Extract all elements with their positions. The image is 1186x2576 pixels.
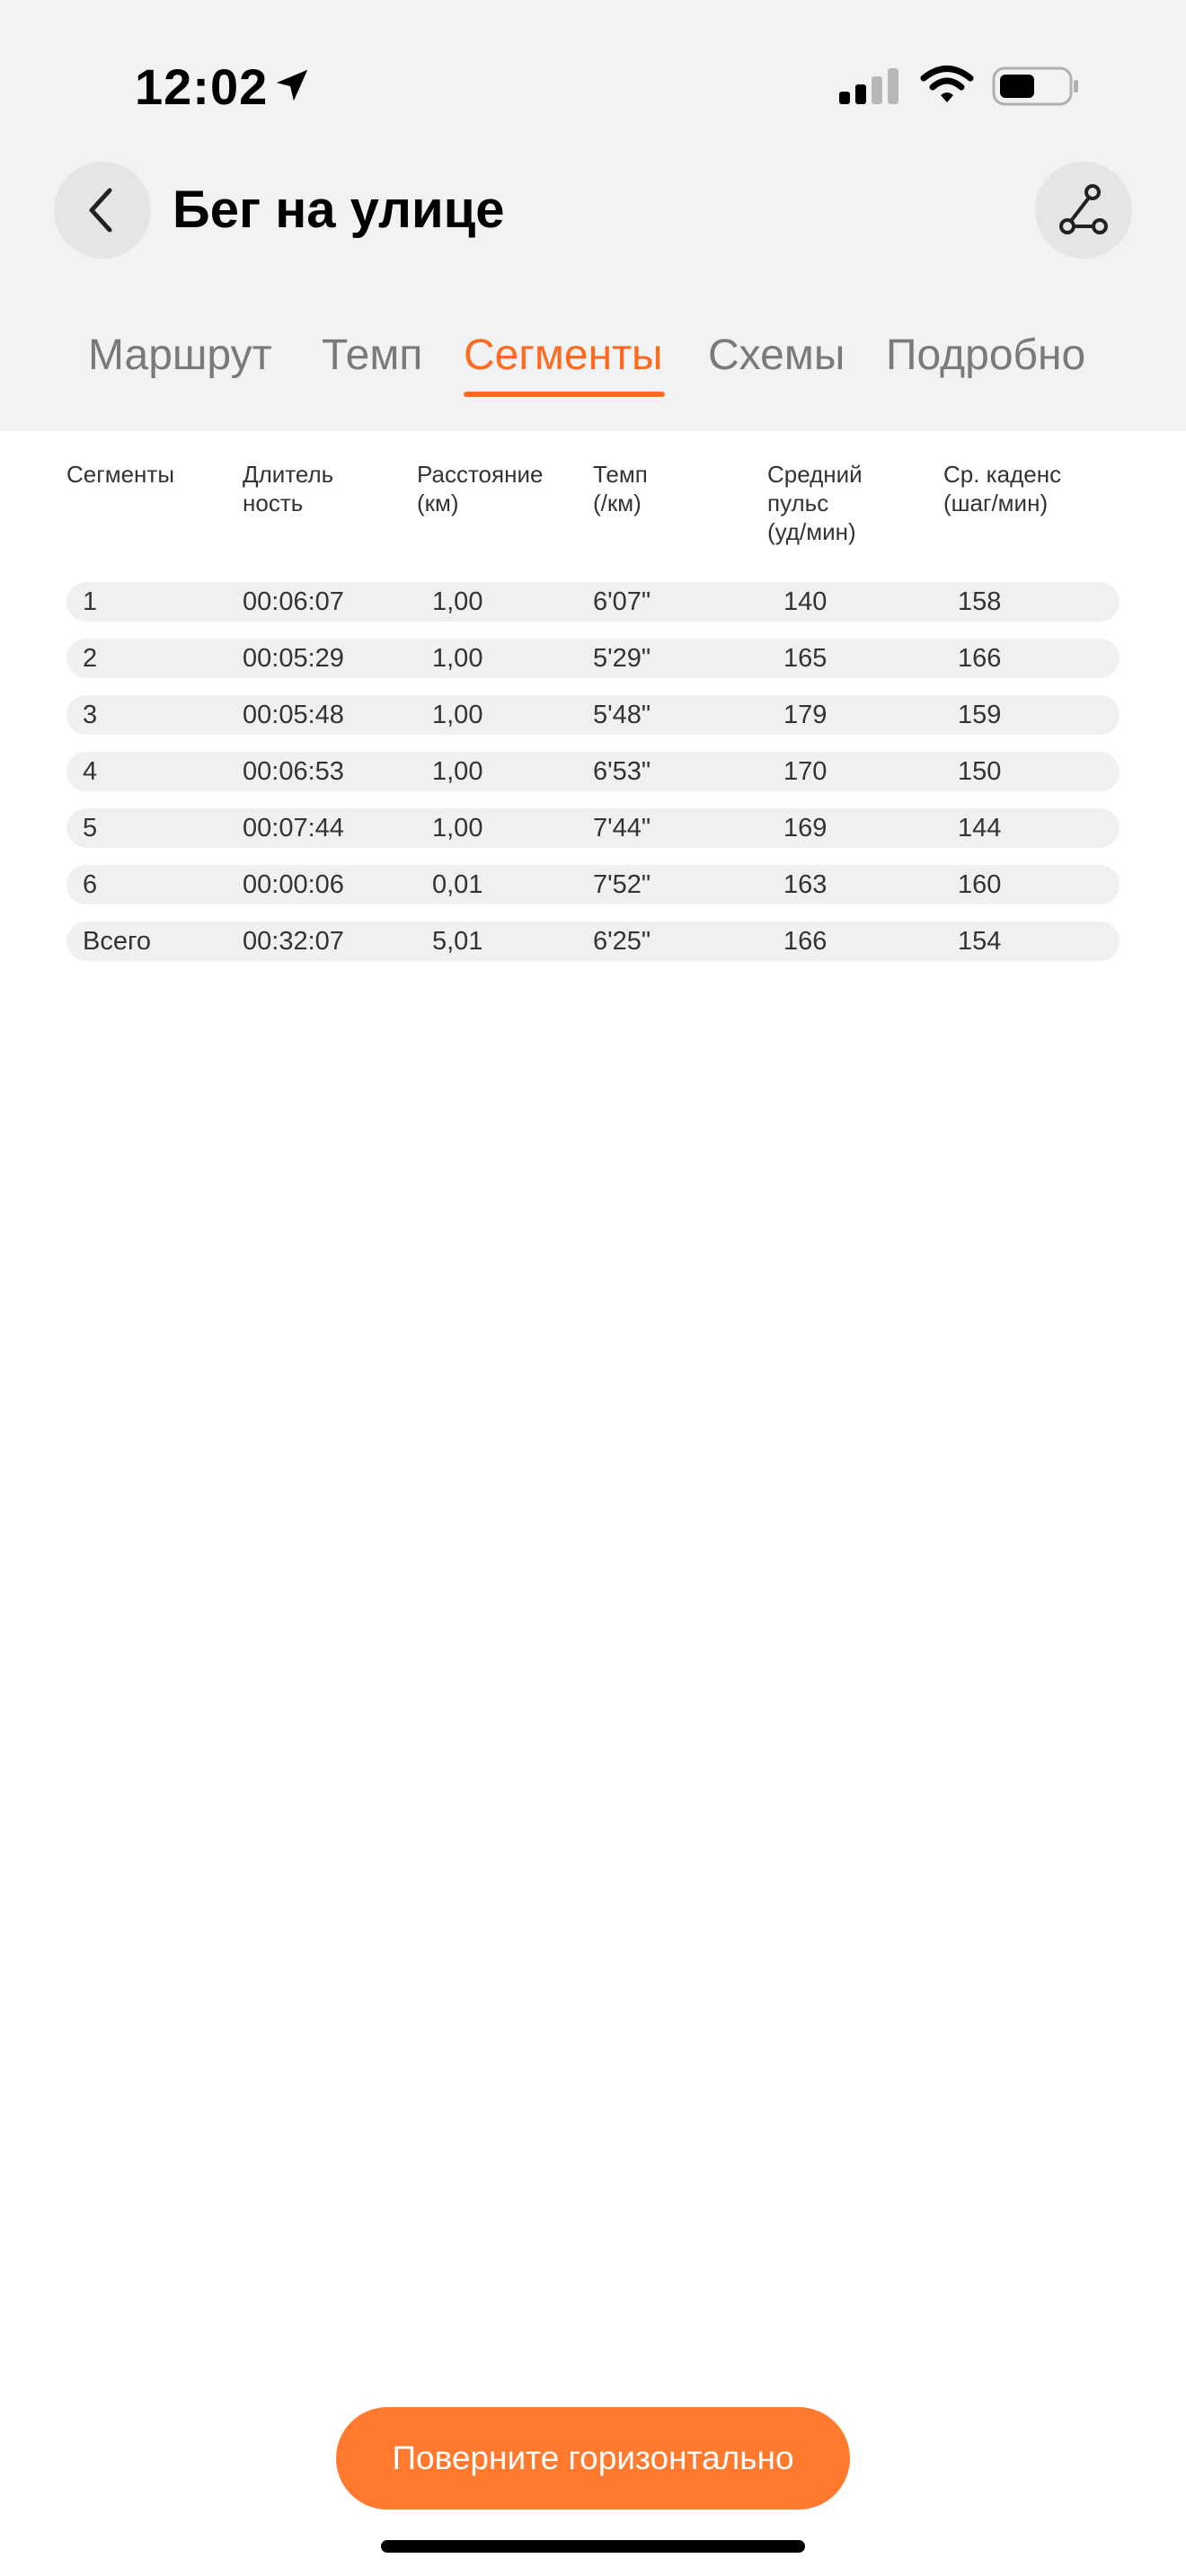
duration-cell: 00:06:07 (243, 587, 344, 616)
distance-cell: 1,00 (432, 814, 483, 842)
pace-cell: 7'44" (593, 814, 651, 842)
heart-rate-cell: 165 (783, 644, 828, 673)
cellular-signal-icon (839, 68, 900, 104)
tab-charts[interactable]: Схемы (708, 331, 845, 379)
segment-cell: 1 (83, 587, 98, 616)
wifi-icon (920, 65, 974, 104)
distance-cell: 5,01 (432, 927, 483, 956)
heart-rate-cell: 179 (783, 701, 828, 729)
route-button[interactable] (1035, 162, 1132, 259)
battery-icon (992, 66, 1080, 106)
table-row (66, 752, 1120, 791)
back-button[interactable] (54, 162, 151, 259)
column-header: Сегменты (66, 461, 175, 488)
segment-cell: 3 (83, 701, 98, 729)
column-header: Длитель ность (243, 461, 334, 516)
table-row-total (66, 922, 1120, 961)
page-title: Бег на улице (173, 181, 505, 239)
cadence-cell: 158 (958, 587, 1002, 616)
table-row (66, 865, 1120, 904)
heart-rate-cell: 163 (783, 870, 828, 899)
chevron-left-icon (84, 185, 120, 235)
tab-details[interactable]: Подробно (886, 331, 1086, 379)
column-header: Ср. каденс (шаг/мин) (943, 461, 1062, 516)
tab-pace[interactable]: Темп (322, 331, 423, 379)
distance-cell: 1,00 (432, 701, 483, 729)
heart-rate-cell: 140 (783, 587, 828, 616)
duration-cell: 00:06:53 (243, 757, 344, 786)
heart-rate-cell: 170 (783, 757, 828, 786)
table-row (66, 582, 1120, 622)
cadence-cell: 160 (958, 870, 1002, 899)
cadence-cell: 154 (958, 927, 1002, 956)
pace-cell: 5'29" (593, 644, 651, 673)
heart-rate-cell: 166 (783, 927, 828, 956)
header-area (0, 0, 1186, 431)
column-header: Расстояние (км) (417, 461, 544, 516)
heart-rate-cell: 169 (783, 814, 828, 842)
column-header: Средний пульс (уд/мин) (767, 461, 863, 545)
pace-cell: 6'25" (593, 927, 651, 956)
distance-cell: 0,01 (432, 870, 483, 899)
table-row (66, 695, 1120, 735)
duration-cell: 00:32:07 (243, 927, 344, 956)
rotate-landscape-button[interactable]: Поверните горизонтально (336, 2407, 850, 2510)
cadence-cell: 159 (958, 701, 1002, 729)
table-row (66, 808, 1120, 848)
status-time: 12:02 (135, 58, 269, 115)
distance-cell: 1,00 (432, 644, 483, 673)
route-icon (1055, 181, 1112, 239)
pace-cell: 6'53" (593, 757, 651, 786)
segment-cell: 2 (83, 644, 98, 673)
duration-cell: 00:00:06 (243, 870, 344, 899)
cadence-cell: 166 (958, 644, 1002, 673)
pace-cell: 6'07" (593, 587, 651, 616)
cadence-cell: 150 (958, 757, 1002, 786)
segment-cell: Всего (83, 927, 152, 956)
duration-cell: 00:05:48 (243, 701, 344, 729)
duration-cell: 00:07:44 (243, 814, 344, 842)
segment-cell: 5 (83, 814, 98, 842)
duration-cell: 00:05:29 (243, 644, 344, 673)
pace-cell: 7'52" (593, 870, 651, 899)
column-header: Темп (/км) (593, 461, 648, 516)
distance-cell: 1,00 (432, 587, 483, 616)
pace-cell: 5'48" (593, 701, 651, 729)
active-tab-indicator (464, 392, 665, 397)
tab-route[interactable]: Маршрут (88, 331, 272, 379)
home-indicator[interactable] (381, 2540, 805, 2553)
cadence-cell: 144 (958, 814, 1002, 842)
segment-cell: 4 (83, 757, 98, 786)
distance-cell: 1,00 (432, 757, 483, 786)
segment-cell: 6 (83, 870, 98, 899)
location-arrow-icon (271, 65, 313, 106)
tab-segments[interactable]: Сегменты (464, 331, 663, 379)
table-row (66, 639, 1120, 678)
